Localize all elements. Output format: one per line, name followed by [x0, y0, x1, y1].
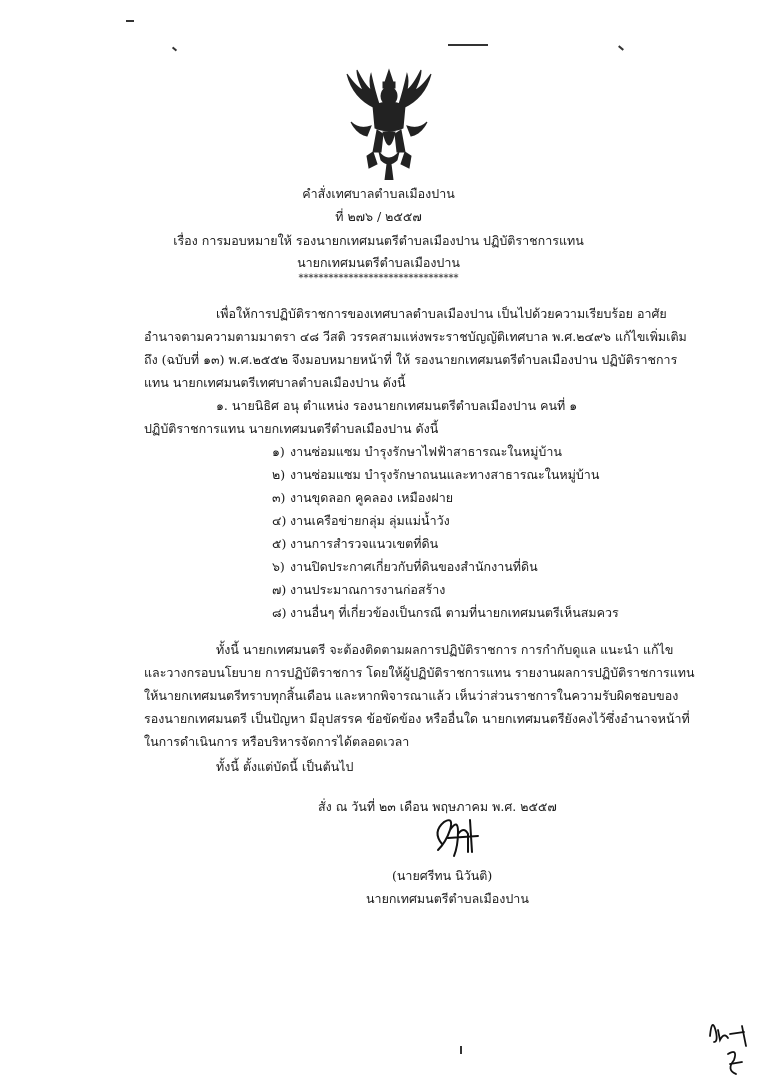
scan-speck	[618, 45, 624, 50]
task-item: ๔) งานเครือข่ายกลุ่ม ลุ่มแม่น้ำวัง	[272, 513, 450, 528]
scan-speck	[126, 20, 134, 22]
task-item: ๗) งานประมาณการงานก่อสร้าง	[272, 582, 446, 597]
para2-line-5: ในการดำเนินการ หรือบริหารจัดการได้ตลอดเวลา	[144, 734, 410, 749]
task-item: ๘) งานอื่นๆ ที่เกี่ยวข้องเป็นกรณี ตามที่นายกเทศมนตรีเห็นสมควร	[272, 605, 619, 620]
signer-name: (นายศรีทน นิวันติ)	[392, 868, 493, 883]
para1-line-1: เพื่อให้การปฏิบัติราชการของเทศบาลตำบลเมืองปาน เป็นไปด้วยความเรียบร้อย อาศัย	[216, 306, 667, 321]
scan-speck	[460, 1046, 462, 1054]
item1-line-1: ๑. นายนิธิศ อนุ ตำแหน่ง รองนายกเทศมนตรีตำบลเมืองปาน คนที่ ๑	[216, 398, 578, 413]
order-number: ที่ ๒๗๖ / ๒๕๕๗	[335, 209, 422, 224]
para1-line-3: ถึง (ฉบับที่ ๑๓) พ.ศ.๒๕๕๒ จึงมอบหมายหน้าที่ ให้ รองนายกเทศมนตรีตำบลเมืองปาน ปฏิบัติราชการ	[144, 352, 678, 367]
para2-line-3: ให้นายกเทศมนตรีทราบทุกสิ้นเดือน และหากพิจารณาแล้ว เห็นว่าส่วนราชการในความรับผิดชอบของ	[144, 688, 679, 703]
task-item: ๑) งานซ่อมแซม บำรุงรักษาไฟฟ้าสาธารณะในหมู่บ้าน	[272, 444, 562, 459]
scan-speck	[448, 44, 488, 46]
scan-speck	[172, 47, 177, 52]
para3: ทั้งนี้ ตั้งแต่บัดนี้ เป็นต้นไป	[216, 759, 354, 774]
task-item: ๒) งานซ่อมแซม บำรุงรักษาถนนและทางสาธารณะในหมู่บ้าน	[272, 467, 600, 482]
para1-line-4: แทน นายกเทศมนตรีเทศบาลตำบลเมืองปาน ดังนี้	[144, 375, 406, 390]
order-date: สั่ง ณ วันที่ ๒๓ เดือน พฤษภาคม พ.ศ. ๒๕๕๗	[318, 799, 557, 814]
para2-line-4: รองนายกเทศมนตรี เป็นปัญหา มีอุปสรรค ข้อขัดข้อง หรืออื่นใด นายกเทศมนตรียังคงไว้ซึ่งอำนาจหน้าที่	[144, 711, 690, 726]
signer-title: นายกเทศมนตรีตำบลเมืองปาน	[366, 891, 529, 906]
para2-line-2: และวางกรอบนโยบาย การปฏิบัติราชการ โดยให้ผู้ปฏิบัติราชการแทน รายงานผลการปฏิบัติราชการแทน	[144, 665, 695, 680]
subject-line-1: เรื่อง การมอบหมายให้ รองนายกเทศมนตรีตำบลเมืองปาน ปฏิบัติราชการแทน	[173, 233, 584, 248]
task-item: ๓) งานขุดลอก คูคลอง เหมืองฝาย	[272, 490, 454, 505]
garuda-emblem-icon	[343, 68, 435, 180]
signature-icon	[428, 812, 484, 860]
initials-icon	[706, 1012, 750, 1076]
separator-stars: ********************************	[298, 273, 459, 284]
item1-line-2: ปฏิบัติราชการแทน นายกเทศมนตรีตำบลเมืองปาน ดังนี้	[144, 421, 439, 436]
para2-line-1: ทั้งนี้ นายกเทศมนตรี จะต้องติดตามผลการปฏิบัติราชการ การกำกับดูแล แนะนำ แก้ไข	[216, 642, 674, 657]
task-item: ๖) งานปิดประกาศเกี่ยวกับที่ดินของสำนักงานที่ดิน	[272, 559, 538, 574]
subject-line-2: นายกเทศมนตรีตำบลเมืองปาน	[297, 255, 460, 270]
task-item: ๕) งานการสำรวจแนวเขตที่ดิน	[272, 536, 439, 551]
order-title: คำสั่งเทศบาลตำบลเมืองปาน	[302, 186, 455, 201]
para1-line-2: อำนาจตามความตามมาตรา ๔๘ วีสติ วรรคสามแห่งพระราชบัญญัติเทศบาล พ.ศ.๒๔๙๖ แก้ไขเพิ่มเติม	[144, 329, 687, 344]
